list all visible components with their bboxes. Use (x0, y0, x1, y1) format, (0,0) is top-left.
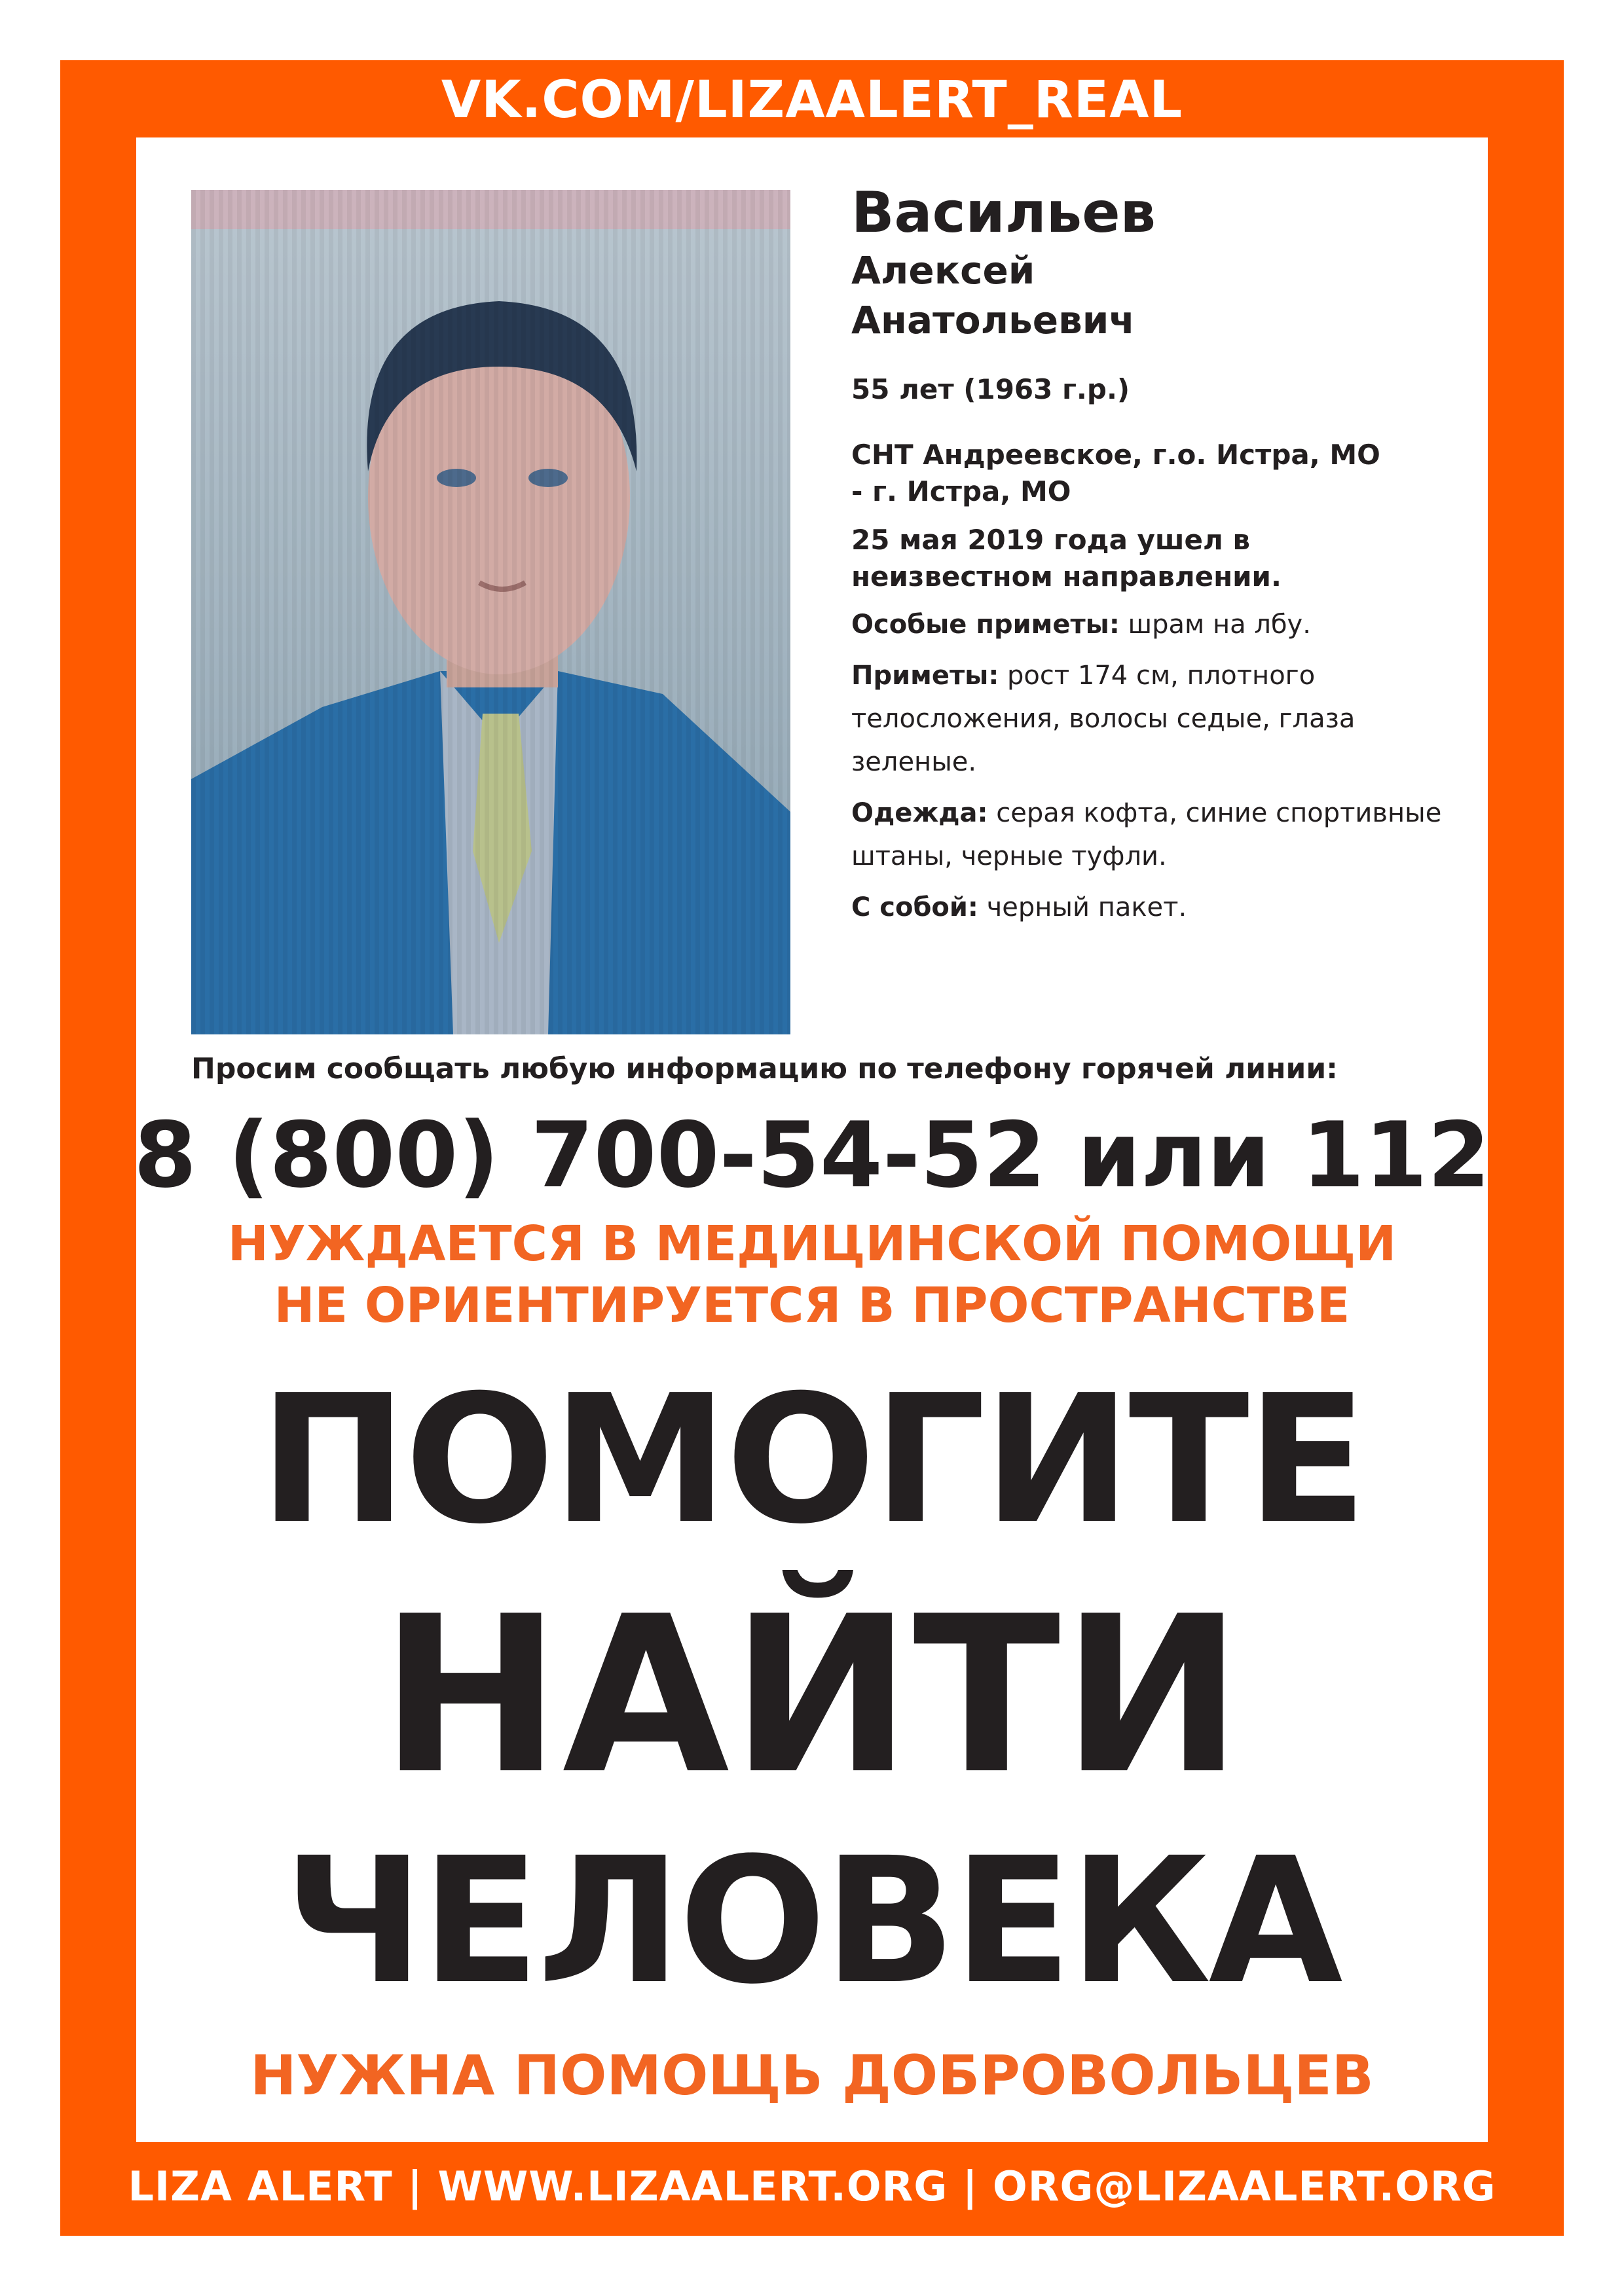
volunteers-needed: НУЖНА ПОМОЩЬ ДОБРОВОЛЬЦЕВ (250, 2043, 1374, 2107)
carry-value: черный пакет. (986, 892, 1187, 922)
special-signs-label: Особые приметы: (851, 610, 1120, 640)
person-patronymic: Анатольевич (851, 298, 1135, 342)
signs-label: Приметы: (851, 661, 999, 691)
detail-clothes (851, 792, 1467, 878)
footer-links[interactable]: LIZA ALERT | WWW.LIZAALERT.ORG | ORG@LIZAALERT.ORG (128, 2162, 1496, 2210)
hotline-phone[interactable]: 8 (800) 700-54-52 или 112 (134, 1102, 1490, 1208)
missing-person-photo (191, 190, 790, 1034)
detail-signs (851, 654, 1467, 784)
warning-medical: НУЖДАЕТСЯ В МЕДИЦИНСКОЙ ПОМОЩИ (227, 1216, 1397, 1272)
warning-orientation: НЕ ОРИЕНТИРУЕТСЯ В ПРОСТРАНСТВЕ (274, 1277, 1350, 1334)
carry-label: С собой: (851, 892, 978, 922)
event-line-2: неизвестном направлении. (851, 560, 1282, 592)
person-event (851, 522, 1467, 595)
headline-help: ПОМОГИТЕ (259, 1357, 1365, 1563)
route-line-1: СНТ Андреевское, г.о. Истра, МО (851, 439, 1380, 471)
person-route (851, 437, 1467, 510)
event-line-1: 25 мая 2019 года ушел в (851, 524, 1250, 556)
headline-find: НАЙТИ (380, 1570, 1244, 1821)
clothes-value: серая кофта, синие спортивные штаны, черные туфли. (851, 798, 1442, 871)
header-vk-link[interactable]: VK.COM/LIZAALERT_REAL (441, 71, 1183, 130)
signs-value: рост 174 см, плотного телосложения, волосы седые, глаза зеленые. (851, 661, 1356, 777)
person-portrait-illustration (191, 190, 790, 1034)
person-first-name: Алексей (851, 248, 1035, 293)
headline-person: ЧЕЛОВЕКА (284, 1821, 1340, 2022)
detail-carry (851, 886, 1467, 929)
person-info (851, 180, 1467, 929)
route-line-2: - г. Истра, МО (851, 475, 1071, 507)
hotline-request: Просим сообщать любую информацию по телефону горячей линии: (191, 1052, 1338, 1085)
person-age: 55 лет (1963 г.р.) (851, 373, 1130, 405)
person-surname: Васильев (851, 180, 1156, 246)
special-signs-value: шрам на лбу. (1128, 610, 1311, 640)
clothes-label: Одежда: (851, 798, 988, 828)
detail-special-signs (851, 603, 1467, 646)
